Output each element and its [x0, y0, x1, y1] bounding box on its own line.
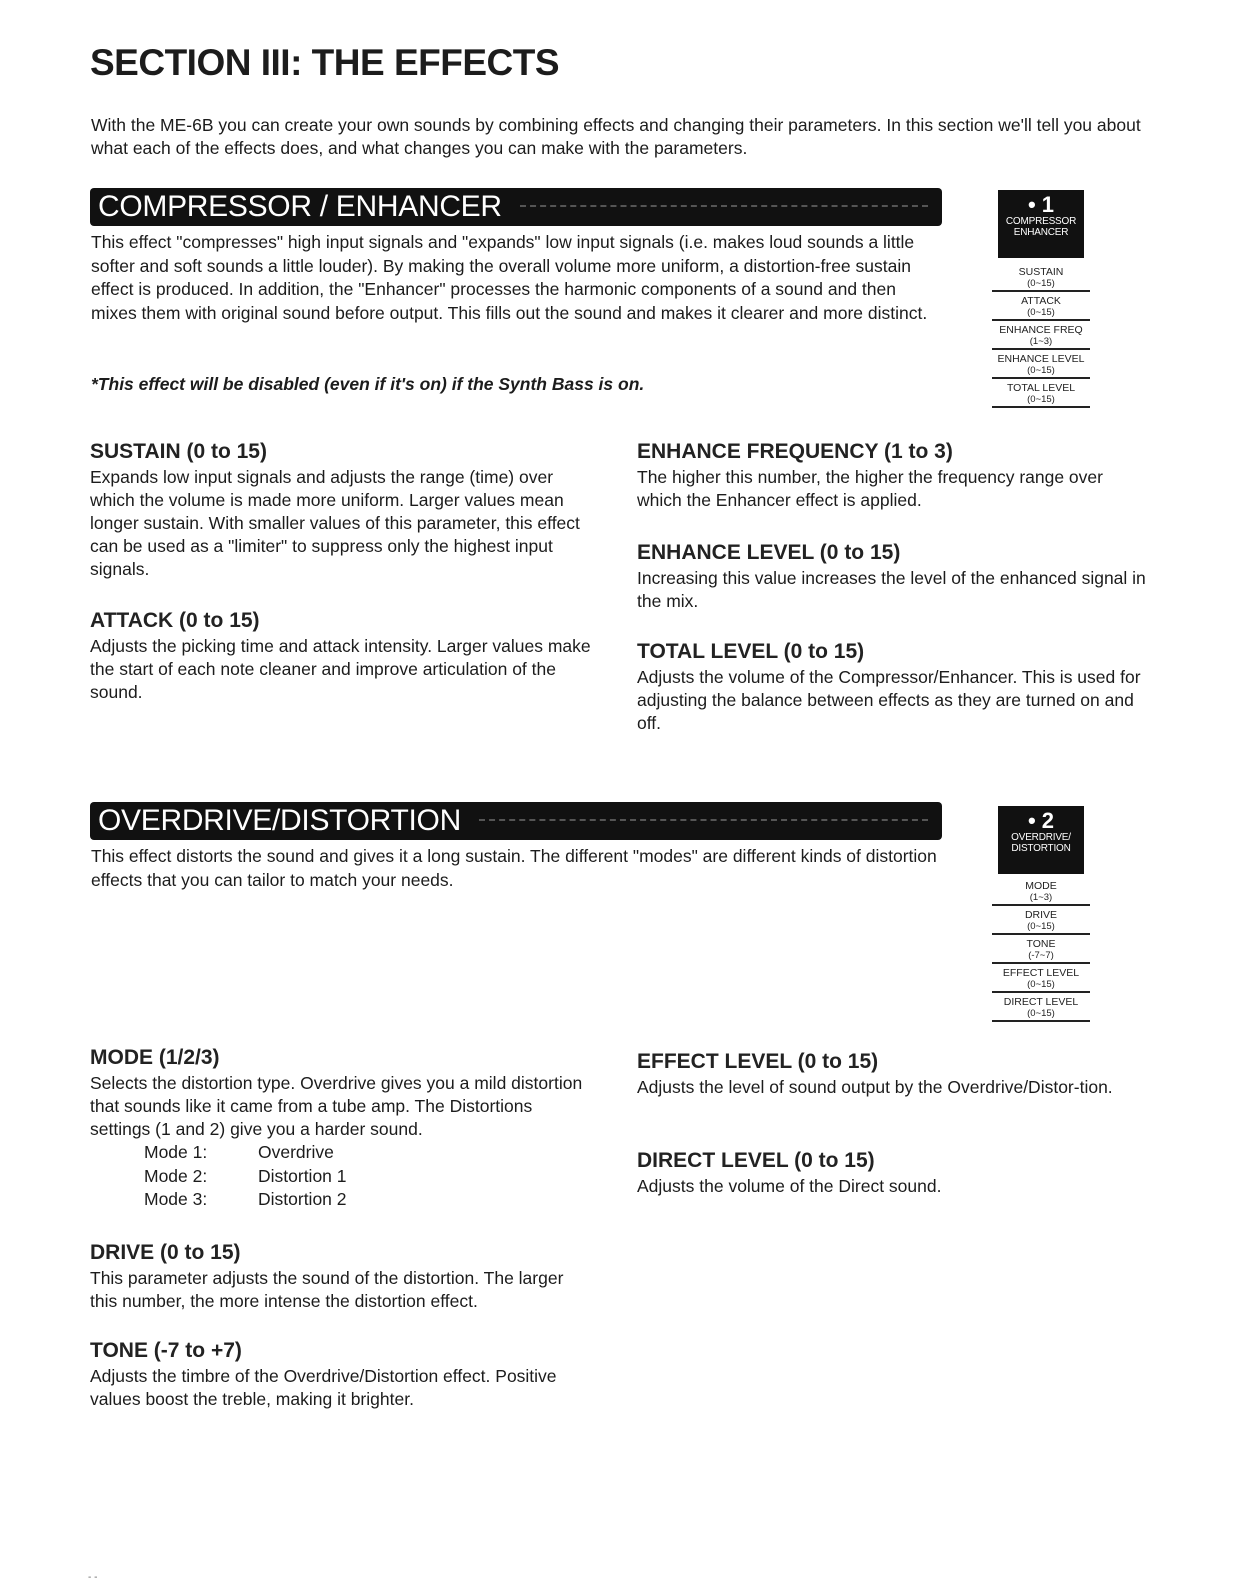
- param-text: Adjusts the timbre of the Overdrive/Distortion effect. Positive values boost the treble, making it brighter.: [90, 1366, 557, 1409]
- param-list-item: [992, 293, 1090, 321]
- mode-value: Distortion 1: [258, 1165, 347, 1186]
- compressor-note: *This effect will be disabled (even if it's on) if the Synth Bass is on.: [91, 374, 645, 394]
- mode-label: Mode 3:: [144, 1189, 208, 1209]
- param-list-item: [992, 264, 1090, 292]
- param-heading: SUSTAIN (0 to 15): [90, 440, 267, 463]
- overdrive-param-direct-level: [637, 1148, 1147, 1198]
- param-list-name: SUSTAIN: [1018, 266, 1064, 278]
- compressor-param-list: [992, 264, 1090, 409]
- compressor-param-attack: [90, 608, 595, 704]
- param-list-range: (0~15): [1027, 921, 1055, 932]
- mode-row: [90, 1165, 595, 1189]
- compressor-param-enhance-frequency: [637, 439, 1147, 512]
- mode-value: Overdrive: [258, 1142, 334, 1162]
- page-footer-mark: - -: [88, 1572, 98, 1583]
- overdrive-param-list: [992, 878, 1090, 1023]
- header-streak-decoration: [520, 205, 928, 209]
- param-list-name: TONE: [1026, 938, 1056, 950]
- param-heading: MODE (1/2/3): [90, 1046, 220, 1069]
- badge-number: • 2: [1027, 808, 1055, 833]
- param-list-item: [992, 994, 1090, 1022]
- mode-row: [90, 1188, 595, 1212]
- param-list-item: [992, 936, 1090, 964]
- param-text: Adjusts the volume of the Compressor/Enhancer. This is used for adjusting the balance between effects as they are turned on and off.: [637, 667, 1141, 733]
- param-list-name: ENHANCE FREQ: [999, 324, 1083, 336]
- param-text: The higher this number, the higher the frequency range over which the Enhancer effect is applied.: [637, 467, 1103, 510]
- param-list-name: EFFECT LEVEL: [1002, 967, 1080, 979]
- param-text: Adjusts the picking time and attack intensity. Larger values make the start of each note cleaner and improve articulation of the sound.: [90, 636, 591, 702]
- badge-label-line1: COMPRESSOR: [1005, 216, 1077, 227]
- param-list-item: [992, 322, 1090, 350]
- param-text: Adjusts the volume of the Direct sound.: [637, 1176, 942, 1196]
- param-list-range: (0~15): [1027, 979, 1055, 990]
- mode-row: [90, 1141, 595, 1165]
- param-text: This parameter adjusts the sound of the distortion. The larger this number, the more intense the distortion effect.: [90, 1268, 564, 1311]
- param-text: Increasing this value increases the level of the enhanced signal in the mix.: [637, 568, 1146, 611]
- overdrive-param-drive: [90, 1240, 595, 1313]
- param-list-name: TOTAL LEVEL: [1006, 382, 1076, 394]
- overdrive-param-effect-level: [637, 1049, 1147, 1099]
- param-heading: ENHANCE LEVEL (0 to 15): [637, 541, 901, 564]
- param-heading: ATTACK (0 to 15): [90, 609, 260, 632]
- param-list-item: [992, 380, 1090, 408]
- mode-label: Mode 2:: [144, 1165, 208, 1186]
- param-list-item: [992, 351, 1090, 379]
- param-list-range: (0~15): [1027, 365, 1055, 376]
- page-title: SECTION III: THE EFFECTS: [90, 42, 560, 83]
- compressor-param-total-level: [637, 639, 1147, 735]
- effect-badge-2: [998, 806, 1084, 874]
- param-heading: DRIVE (0 to 15): [90, 1241, 241, 1264]
- param-heading: TOTAL LEVEL (0 to 15): [637, 640, 865, 663]
- overdrive-section-title: OVERDRIVE/DISTORTION: [98, 804, 461, 837]
- badge-label-line2: DISTORTION: [1011, 843, 1071, 854]
- param-heading: DIRECT LEVEL (0 to 15): [637, 1149, 875, 1172]
- param-text: Expands low input signals and adjusts the range (time) over which the volume is made more uniform. Larger values mean longer sustain. With smaller values of this parameter, this effect can be used as a "limiter" to suppress only the highest input signals.: [90, 467, 580, 579]
- param-list-item: [992, 965, 1090, 993]
- param-heading: ENHANCE FREQUENCY (1 to 3): [637, 440, 953, 463]
- param-heading: EFFECT LEVEL (0 to 15): [637, 1050, 879, 1073]
- badge-number: • 1: [1027, 192, 1055, 217]
- overdrive-param-tone: [90, 1338, 595, 1411]
- compressor-param-sustain: [90, 439, 595, 581]
- param-list-item: [992, 907, 1090, 935]
- param-list-range: (0~15): [1027, 278, 1055, 289]
- param-list-range: (1~3): [1029, 892, 1053, 903]
- param-text: Adjusts the level of sound output by the Overdrive/Distor-tion.: [637, 1077, 1113, 1097]
- param-list-name: ENHANCE LEVEL: [997, 353, 1085, 365]
- param-list-name: ATTACK: [1021, 295, 1061, 307]
- param-text: Selects the distortion type. Overdrive gives you a mild distortion that sounds like it came from a tube amp. The Distortions settings (1 and 2) give you a harder sound.: [90, 1073, 583, 1139]
- param-list-range: (1~3): [1029, 336, 1053, 347]
- effect-badge-1: [998, 190, 1084, 258]
- compressor-section-header: [90, 188, 942, 226]
- compressor-param-enhance-level: [637, 540, 1147, 613]
- mode-label: Mode 1:: [144, 1142, 208, 1162]
- param-list-name: DIRECT LEVEL: [1003, 996, 1079, 1008]
- overdrive-section-header: [90, 802, 942, 840]
- overdrive-description: This effect distorts the sound and gives it a long sustain. The different "modes" are different kinds of distortion effects that you can tailor to match your needs.: [91, 846, 937, 890]
- intro-paragraph: With the ME-6B you can create your own sounds by combining effects and changing their parameters. In this section we'll tell you about what each of the effects does, and what changes you can make with the parameters.: [91, 115, 1141, 158]
- overdrive-param-mode: [90, 1045, 595, 1212]
- param-list-range: (0~15): [1027, 307, 1055, 318]
- badge-label-line2: ENHANCER: [1013, 227, 1069, 238]
- mode-list: [90, 1141, 595, 1212]
- compressor-description: This effect "compresses" high input signals and "expands" low input signals (i.e. makes loud sounds a little softer and soft sounds a little louder). By making the overall volume more uniform, a distortion-free sustain effect is produced. In addition, the "Enhancer" processes the harmonic components of a sound and then mixes them with original sound before output. This fills out the sound and makes it clearer and more distinct.: [91, 232, 928, 323]
- param-list-range: (0~15): [1027, 1008, 1055, 1019]
- param-list-name: DRIVE: [1024, 909, 1058, 921]
- param-list-item: [992, 878, 1090, 906]
- param-heading: TONE (-7 to +7): [90, 1339, 242, 1362]
- header-streak-decoration: [479, 819, 928, 823]
- param-list-name: MODE: [1025, 880, 1057, 892]
- param-list-range: (-7~7): [1028, 950, 1054, 961]
- compressor-section-title: COMPRESSOR / ENHANCER: [98, 190, 502, 223]
- mode-value: Distortion 2: [258, 1189, 347, 1209]
- badge-label-line1: OVERDRIVE/: [1011, 832, 1071, 843]
- param-list-range: (0~15): [1027, 394, 1055, 405]
